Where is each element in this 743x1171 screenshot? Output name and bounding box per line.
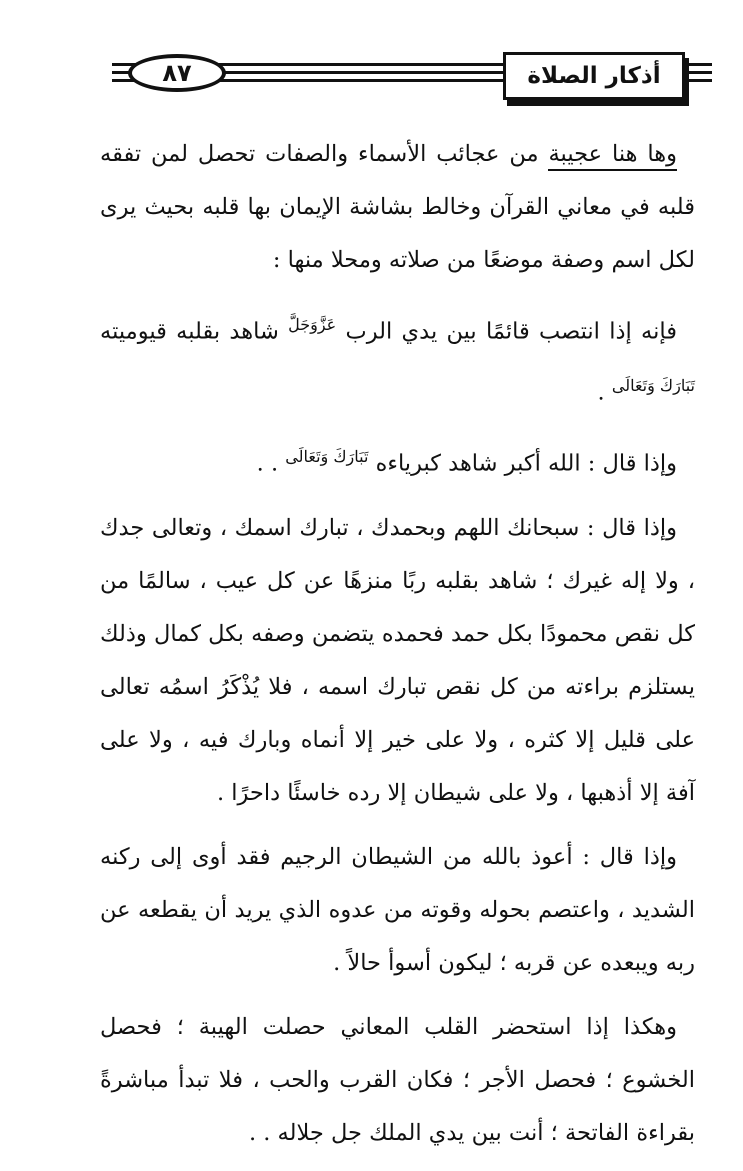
paragraph-text: وإذا قال : الله أكبر شاهد كبرياءه (375, 450, 677, 477)
paragraph-text: شاهد بقلبه قيوميته (100, 318, 289, 345)
page-body (100, 128, 695, 1171)
paragraph-text: . (597, 379, 612, 405)
paragraph-5: وإذا قال : أعوذ بالله من الشيطان الرجيم فقد أوى إلى ركنه الشديد ، واعتصم بحوله وقوته من عدوه الذي يريد أن يقطعه عن ربه ويبعده عن قربه ؛ ليكون أسوأ حالاً . (100, 843, 695, 976)
paragraph-1 (100, 128, 695, 287)
paragraph-3 (100, 430, 695, 491)
paragraph-text: . . (256, 450, 286, 477)
paragraph-6: وهكذا إذا استحضر القلب المعاني حصلت الهيبة ؛ فحصل الخشوع ؛ فحصل الأجر ؛ فكان القرب والحب ، فلا تبدأ مباشرةً بقراءة الفاتحة ؛ أنت بين يدي الملك جل جلاله . . (100, 1013, 695, 1146)
honorific-glyph: عَزَّوَجَلَّ (288, 315, 337, 334)
paragraph-4: وإذا قال : سبحانك اللهم وبحمدك ، تبارك اسمك ، وتعالى جدك ، ولا إله غيرك ؛ شاهد بقلبه ربًا منزهًا عن كل عيب ، سالمًا من كل نقص محمودًا بكل حمد فحمده يتضمن وصفه بكل كمال وذلك يستلزم براءته من كل نقص تبارك اسمه ، فلا يُذْكَرُ اسمُه تعالى على قليل إلا كثره ، ولا على خير إلا أنماه وبارك فيه ، ولا على آفة إلا أذهبها ، ولا على شيطان إلا رده خاسئًا داحرًا . (100, 514, 695, 806)
paragraph-text: من عجائب الأسماء والصفات تحصل لمن تفقه قلبه في معاني القرآن وخالط بشاشة الإيمان بها قلبه بحيث يرى لكل اسم وصفة موضعًا من صلاته ومحلا منها : (100, 141, 695, 273)
honorific-glyph: تَبَارَكَ وَتَعَالَى (611, 375, 695, 395)
paragraph-2 (100, 298, 695, 419)
highlight-phrase: وها هنا عجيبة (548, 141, 677, 171)
chapter-title: أذكار الصلاة (503, 52, 685, 100)
paragraph-text: فإنه إذا انتصب قائمًا بين يدي الرب (345, 318, 677, 345)
page-number: ٨٧ (128, 54, 226, 92)
page-header (0, 0, 743, 120)
honorific-glyph: تَبَارَكَ وَتَعَالَى (285, 447, 369, 466)
